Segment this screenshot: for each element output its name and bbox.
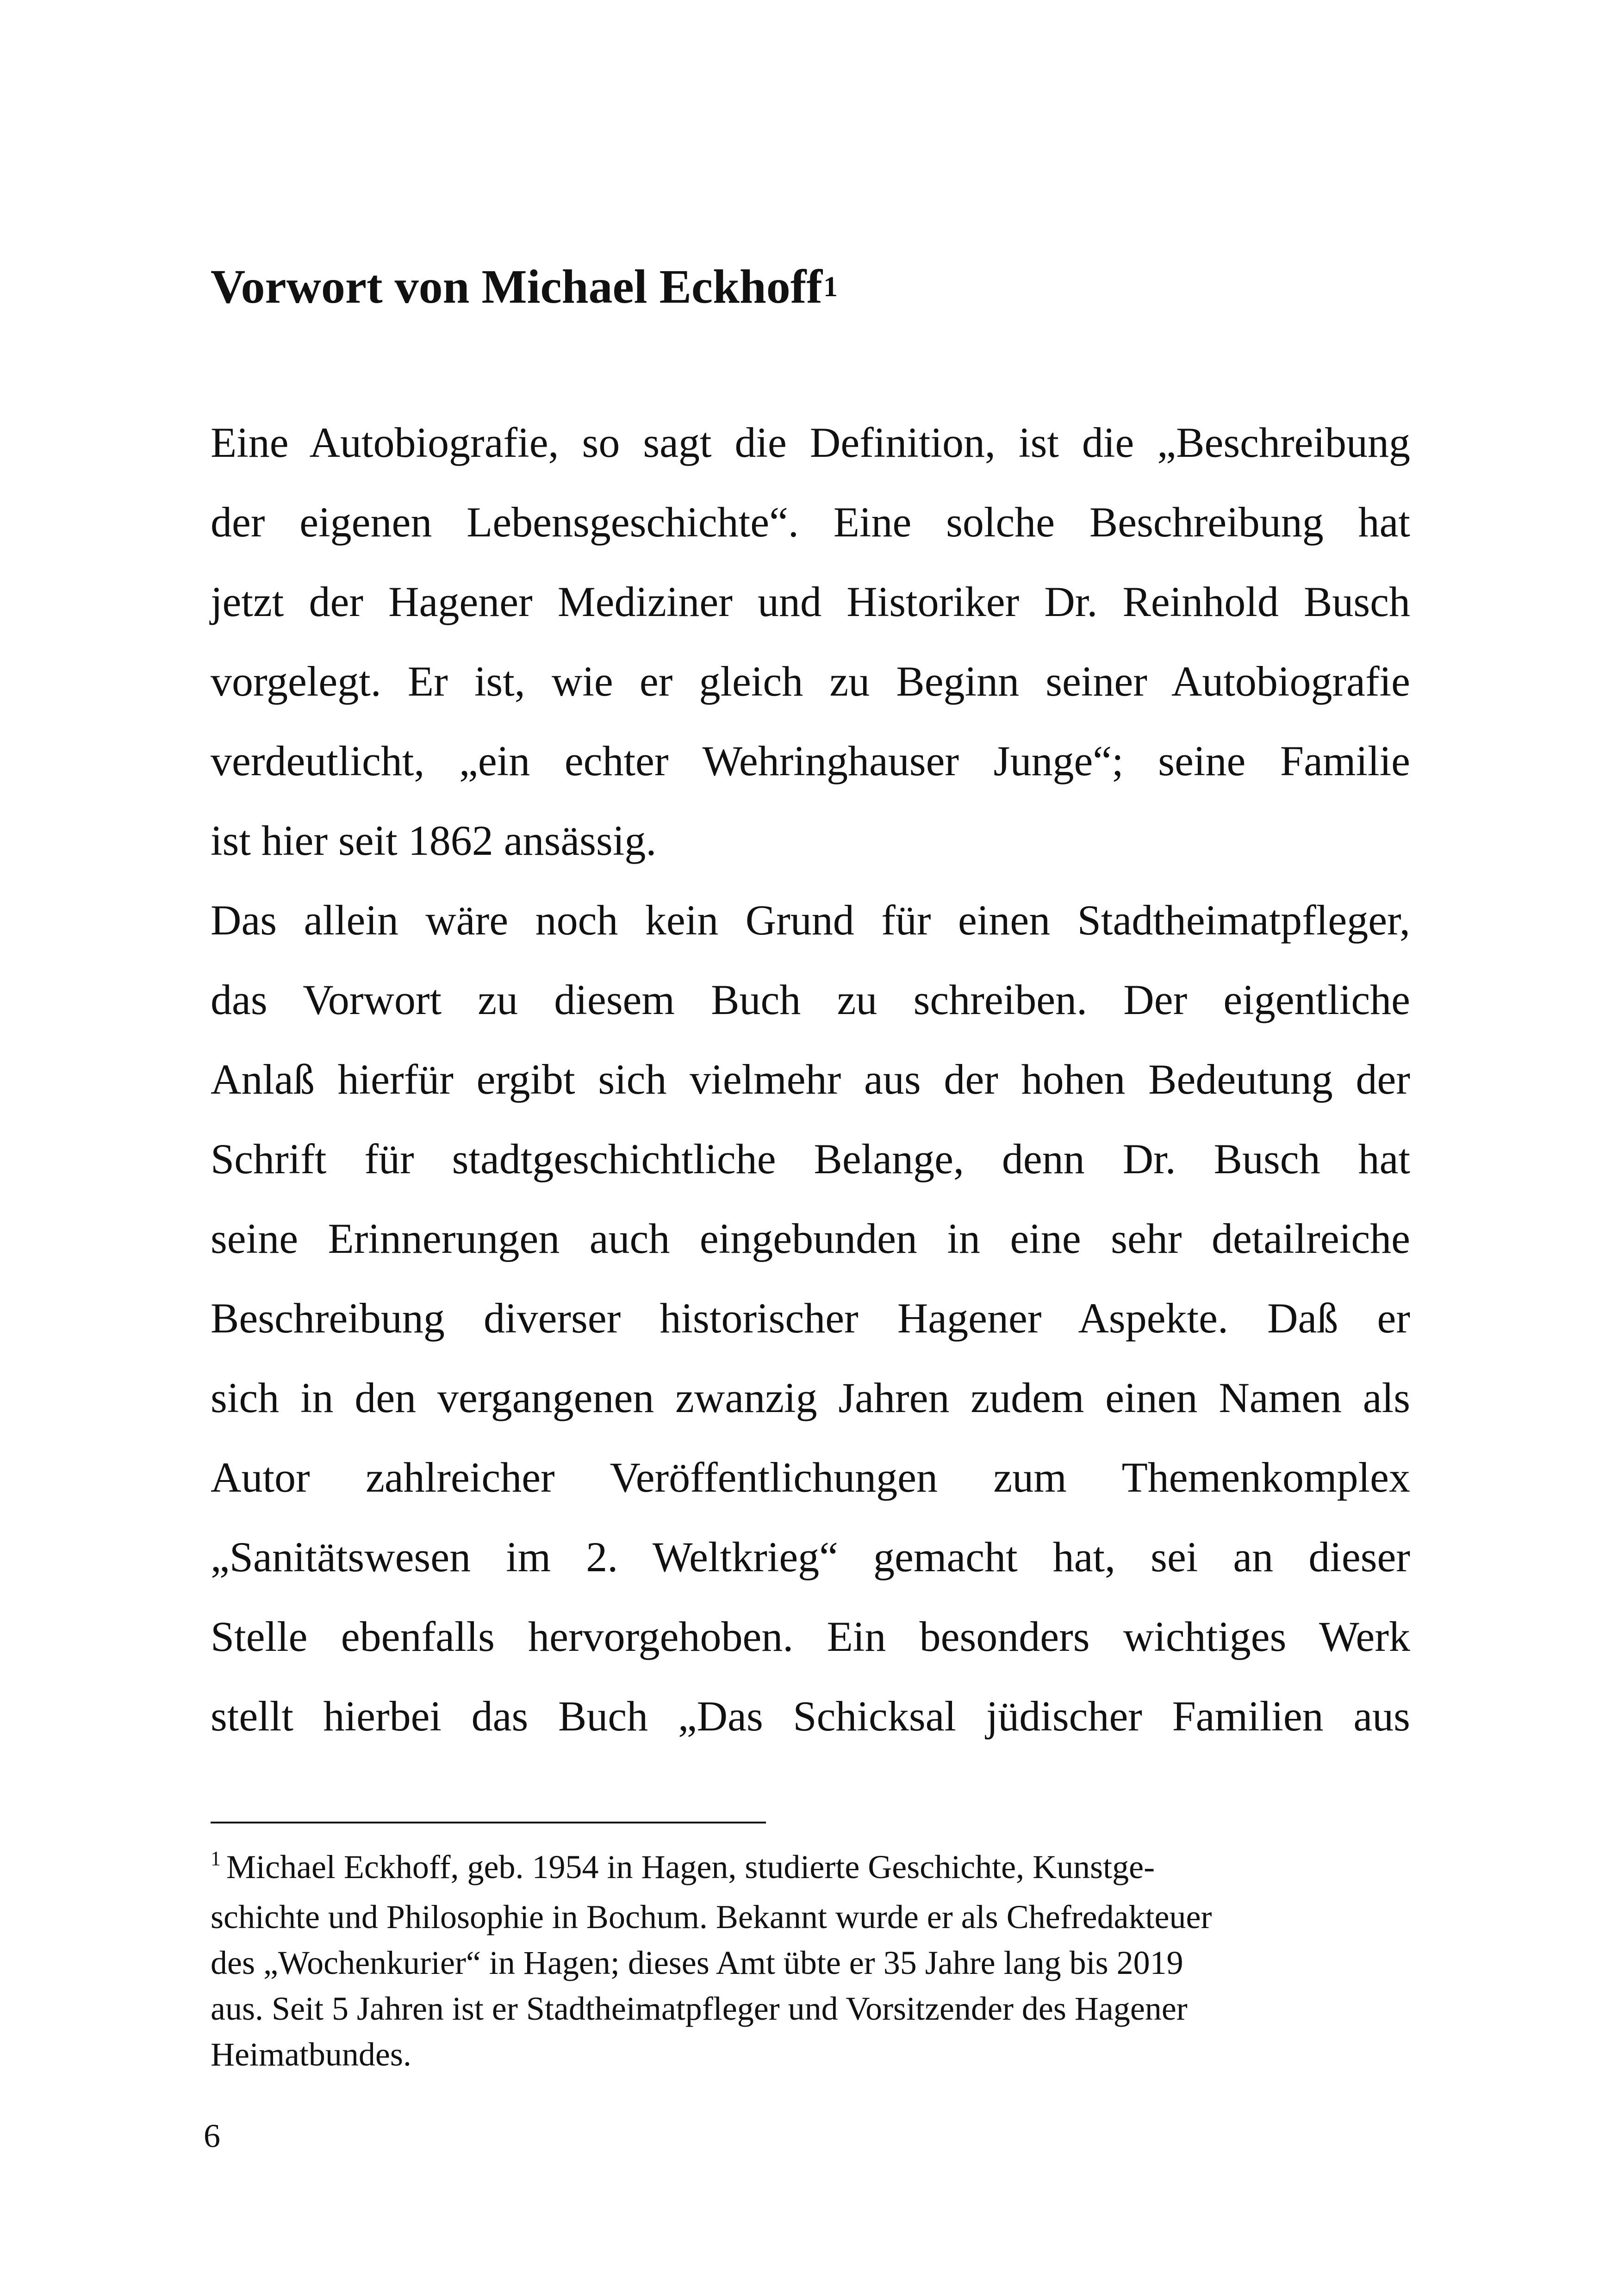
body-line: verdeutlicht, „ein echter Wehringhauser Junge“; seine Familie — [211, 737, 1410, 784]
body-line: der eigenen Lebensgeschichte“. Eine solche Beschreibung hat — [211, 498, 1410, 546]
footnote-marker: 1 — [211, 1847, 221, 1870]
page-title — [211, 257, 838, 317]
body-line: seine Erinnerungen auch eingebunden in eine sehr detailreiche — [211, 1215, 1410, 1262]
footnote-text: schichte und Philosophie in Bochum. Bekannt wurde er als Chefredakteuer — [211, 1898, 1212, 1935]
body-line: das Vorwort zu diesem Buch zu schreiben. Der eigentliche — [211, 976, 1410, 1023]
body-line: Beschreibung diverser historischer Hagener Aspekte. Daß er — [211, 1294, 1410, 1342]
body-line: Eine Autobiografie, so sagt die Definition, ist die „Beschreibung — [211, 419, 1410, 466]
title-footnote-marker: 1 — [823, 271, 838, 303]
body-line: „Sanitätswesen im 2. Weltkrieg“ gemacht hat, sei an dieser — [211, 1533, 1410, 1580]
footnote-line — [211, 1894, 1368, 1940]
footnote-separator — [211, 1822, 766, 1823]
footnote-line — [211, 1940, 1368, 1986]
body-line: Stelle ebenfalls hervorgehoben. Ein besonders wichtiges Werk — [211, 1613, 1410, 1660]
body-line: Autor zahlreicher Veröffentlichungen zum Themenkomplex — [211, 1454, 1410, 1501]
footnote-text: Michael Eckhoff, geb. 1954 in Hagen, studierte Geschichte, Kunstge- — [226, 1848, 1155, 1885]
body-line: vorgelegt. Er ist, wie er gleich zu Beginn seiner Autobiografie — [211, 658, 1410, 705]
body-line: jetzt der Hagener Mediziner und Historiker Dr. Reinhold Busch — [211, 578, 1410, 625]
body-line: sich in den vergangenen zwanzig Jahren zudem einen Namen als — [211, 1374, 1410, 1421]
body-line: Schrift für stadtgeschichtliche Belange, denn Dr. Busch hat — [211, 1135, 1410, 1182]
footnote — [211, 1844, 1368, 2078]
footnote-line — [211, 1844, 1368, 1894]
footnote-line — [211, 2032, 1368, 2078]
body-line: Anlaß hierfür ergibt sich vielmehr aus der hohen Bedeutung der — [211, 1056, 1410, 1103]
body-line: stellt hierbei das Buch „Das Schicksal jüdischer Familien aus — [211, 1692, 1410, 1740]
footnote-text: Heimatbundes. — [211, 2036, 411, 2073]
footnote-line — [211, 1986, 1368, 2032]
body-line: Das allein wäre noch kein Grund für einen Stadtheimatpfleger, — [211, 896, 1410, 944]
footnote-text: aus. Seit 5 Jahren ist er Stadtheimatpfleger und Vorsitzender des Hagener — [211, 1990, 1188, 2027]
body-text — [211, 403, 1410, 1756]
page-title-text: Vorwort von Michael Eckhoff — [211, 260, 823, 313]
page-number: 6 — [204, 2117, 220, 2154]
footnote-text: des „Wochenkurier“ in Hagen; dieses Amt übte er 35 Jahre lang bis 2019 — [211, 1944, 1183, 1981]
body-line: ist hier seit 1862 ansässig. — [211, 817, 657, 864]
